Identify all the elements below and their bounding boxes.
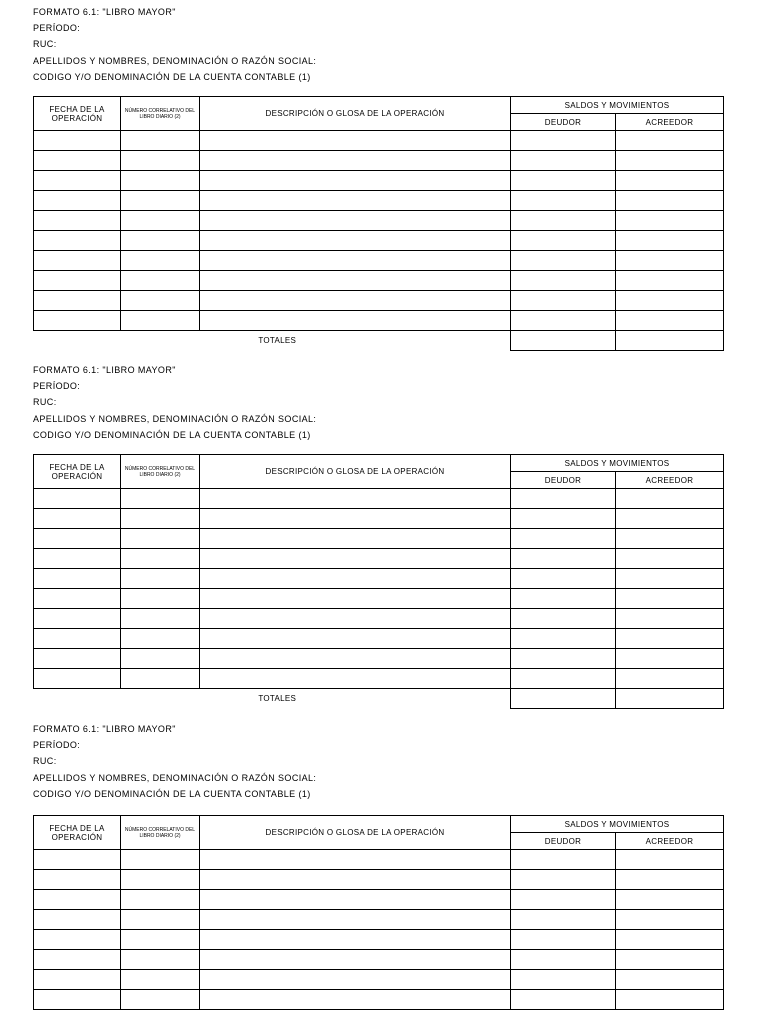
descripcion-cell[interactable] bbox=[200, 930, 511, 950]
numero-cell[interactable] bbox=[121, 910, 200, 930]
deudor-cell[interactable] bbox=[511, 950, 616, 970]
numero-cell[interactable] bbox=[121, 549, 200, 569]
descripcion-cell[interactable] bbox=[200, 890, 511, 910]
fecha-cell[interactable] bbox=[34, 629, 121, 649]
deudor-cell[interactable] bbox=[511, 870, 616, 890]
fecha-cell[interactable] bbox=[34, 271, 121, 291]
descripcion-cell[interactable] bbox=[200, 950, 511, 970]
numero-cell[interactable] bbox=[121, 271, 200, 291]
numero-cell[interactable] bbox=[121, 609, 200, 629]
acreedor-cell[interactable] bbox=[616, 629, 724, 649]
numero-cell[interactable] bbox=[121, 669, 200, 689]
format-title: FORMATO 6.1: "LIBRO MAYOR" bbox=[33, 7, 176, 17]
descripcion-cell[interactable] bbox=[200, 549, 511, 569]
fecha-cell[interactable] bbox=[34, 930, 121, 950]
table-row bbox=[34, 629, 724, 649]
name-label: APELLIDOS Y NOMBRES, DENOMINACIÓN O RAZÓN SOCIAL: bbox=[33, 55, 317, 66]
col-saldos-header: SALDOS Y MOVIMIENTOS bbox=[511, 455, 724, 472]
table-row bbox=[34, 489, 724, 509]
table-row bbox=[34, 211, 724, 231]
descripcion-cell[interactable] bbox=[200, 291, 511, 311]
table-row bbox=[34, 589, 724, 609]
acreedor-cell[interactable] bbox=[616, 850, 724, 870]
descripcion-cell[interactable] bbox=[200, 629, 511, 649]
fecha-cell[interactable] bbox=[34, 291, 121, 311]
fecha-cell[interactable] bbox=[34, 251, 121, 271]
acreedor-cell[interactable] bbox=[616, 669, 724, 689]
totals-label: TOTALES bbox=[258, 694, 297, 703]
table-row bbox=[34, 910, 724, 930]
numero-cell[interactable] bbox=[121, 589, 200, 609]
descripcion-cell[interactable] bbox=[200, 191, 511, 211]
numero-cell[interactable] bbox=[121, 251, 200, 271]
numero-cell[interactable] bbox=[121, 529, 200, 549]
numero-cell[interactable] bbox=[121, 569, 200, 589]
col-numero-header: NÚMERO CORRELATIVO DEL LIBRO DIARIO (2) bbox=[121, 97, 200, 131]
name-label: APELLIDOS Y NOMBRES, DENOMINACIÓN O RAZÓN SOCIAL: bbox=[33, 413, 317, 424]
numero-cell[interactable] bbox=[121, 850, 200, 870]
table-row bbox=[34, 151, 724, 171]
fecha-cell[interactable] bbox=[34, 131, 121, 151]
acreedor-cell[interactable] bbox=[616, 970, 724, 990]
fecha-cell[interactable] bbox=[34, 970, 121, 990]
col-numero-header: NÚMERO CORRELATIVO DEL LIBRO DIARIO (2) bbox=[121, 816, 200, 850]
numero-cell[interactable] bbox=[121, 870, 200, 890]
descripcion-cell[interactable] bbox=[200, 271, 511, 291]
col-deudor-header: DEUDOR bbox=[511, 114, 616, 131]
ruc-label: RUC: bbox=[33, 397, 57, 408]
fecha-cell[interactable] bbox=[34, 151, 121, 171]
numero-cell[interactable] bbox=[121, 970, 200, 990]
descripcion-cell[interactable] bbox=[200, 131, 511, 151]
table-row bbox=[34, 850, 724, 870]
table-row bbox=[34, 191, 724, 211]
descripcion-cell[interactable] bbox=[200, 171, 511, 191]
account-label: CODIGO Y/O DENOMINACIÓN DE LA CUENTA CONTABLE (1) bbox=[33, 71, 311, 82]
col-fecha-header: FECHA DE LA OPERACIÓN bbox=[34, 97, 121, 131]
descripcion-cell[interactable] bbox=[200, 211, 511, 231]
deudor-cell[interactable] bbox=[511, 970, 616, 990]
numero-cell[interactable] bbox=[121, 950, 200, 970]
ledger-table-1 bbox=[33, 96, 724, 351]
fecha-cell[interactable] bbox=[34, 910, 121, 930]
fecha-cell[interactable] bbox=[34, 549, 121, 569]
numero-cell[interactable] bbox=[121, 649, 200, 669]
section-header-3 bbox=[33, 721, 316, 802]
deudor-cell[interactable] bbox=[511, 569, 616, 589]
col-deudor-header: DEUDOR bbox=[511, 472, 616, 489]
deudor-cell[interactable] bbox=[511, 211, 616, 231]
total-deudor-cell[interactable] bbox=[511, 689, 616, 709]
acreedor-cell[interactable] bbox=[616, 509, 724, 529]
numero-cell[interactable] bbox=[121, 231, 200, 251]
table-row bbox=[34, 171, 724, 191]
acreedor-cell[interactable] bbox=[616, 609, 724, 629]
fecha-cell[interactable] bbox=[34, 990, 121, 1010]
descripcion-cell[interactable] bbox=[200, 509, 511, 529]
descripcion-cell[interactable] bbox=[200, 151, 511, 171]
ledger-table-2 bbox=[33, 454, 724, 709]
totals-row bbox=[34, 331, 724, 351]
account-label: CODIGO Y/O DENOMINACIÓN DE LA CUENTA CONTABLE (1) bbox=[33, 788, 311, 799]
deudor-cell[interactable] bbox=[511, 910, 616, 930]
fecha-cell[interactable] bbox=[34, 850, 121, 870]
numero-cell[interactable] bbox=[121, 131, 200, 151]
col-saldos-header: SALDOS Y MOVIMIENTOS bbox=[511, 816, 724, 833]
numero-cell[interactable] bbox=[121, 930, 200, 950]
table-row bbox=[34, 970, 724, 990]
col-saldos-header: SALDOS Y MOVIMIENTOS bbox=[511, 97, 724, 114]
deudor-cell[interactable] bbox=[511, 990, 616, 1010]
table-row bbox=[34, 669, 724, 689]
acreedor-cell[interactable] bbox=[616, 131, 724, 151]
numero-cell[interactable] bbox=[121, 191, 200, 211]
fecha-cell[interactable] bbox=[34, 589, 121, 609]
account-label: CODIGO Y/O DENOMINACIÓN DE LA CUENTA CONTABLE (1) bbox=[33, 429, 311, 440]
fecha-cell[interactable] bbox=[34, 870, 121, 890]
descripcion-cell[interactable] bbox=[200, 669, 511, 689]
deudor-cell[interactable] bbox=[511, 489, 616, 509]
fecha-cell[interactable] bbox=[34, 311, 121, 331]
deudor-cell[interactable] bbox=[511, 291, 616, 311]
ledger-table-3 bbox=[33, 815, 724, 1010]
fecha-cell[interactable] bbox=[34, 191, 121, 211]
deudor-cell[interactable] bbox=[511, 271, 616, 291]
ledger-body-1 bbox=[34, 131, 724, 331]
table-row bbox=[34, 890, 724, 910]
acreedor-cell[interactable] bbox=[616, 489, 724, 509]
total-acreedor-cell[interactable] bbox=[616, 689, 724, 709]
numero-cell[interactable] bbox=[121, 151, 200, 171]
fecha-cell[interactable] bbox=[34, 171, 121, 191]
totals-label: TOTALES bbox=[258, 336, 297, 345]
numero-cell[interactable] bbox=[121, 890, 200, 910]
numero-cell[interactable] bbox=[121, 489, 200, 509]
numero-cell[interactable] bbox=[121, 990, 200, 1010]
totals-row bbox=[34, 689, 724, 709]
col-acreedor-header: ACREEDOR bbox=[616, 833, 724, 850]
deudor-cell[interactable] bbox=[511, 131, 616, 151]
acreedor-cell[interactable] bbox=[616, 549, 724, 569]
deudor-cell[interactable] bbox=[511, 311, 616, 331]
fecha-cell[interactable] bbox=[34, 609, 121, 629]
fecha-cell[interactable] bbox=[34, 569, 121, 589]
fecha-cell[interactable] bbox=[34, 509, 121, 529]
total-acreedor-cell[interactable] bbox=[616, 331, 724, 351]
deudor-cell[interactable] bbox=[511, 850, 616, 870]
descripcion-cell[interactable] bbox=[200, 311, 511, 331]
acreedor-cell[interactable] bbox=[616, 529, 724, 549]
acreedor-cell[interactable] bbox=[616, 569, 724, 589]
table-row bbox=[34, 930, 724, 950]
descripcion-cell[interactable] bbox=[200, 970, 511, 990]
col-descripcion-header: DESCRIPCIÓN O GLOSA DE LA OPERACIÓN bbox=[200, 97, 511, 131]
descripcion-cell[interactable] bbox=[200, 529, 511, 549]
deudor-cell[interactable] bbox=[511, 171, 616, 191]
descripcion-cell[interactable] bbox=[200, 609, 511, 629]
numero-cell[interactable] bbox=[121, 629, 200, 649]
total-deudor-cell[interactable] bbox=[511, 331, 616, 351]
descripcion-cell[interactable] bbox=[200, 251, 511, 271]
numero-cell[interactable] bbox=[121, 291, 200, 311]
deudor-cell[interactable] bbox=[511, 529, 616, 549]
ruc-label: RUC: bbox=[33, 756, 57, 767]
acreedor-cell[interactable] bbox=[616, 251, 724, 271]
section-header-2 bbox=[33, 362, 316, 443]
deudor-cell[interactable] bbox=[511, 509, 616, 529]
ledger-body-3 bbox=[34, 850, 724, 1010]
descripcion-cell[interactable] bbox=[200, 231, 511, 251]
acreedor-cell[interactable] bbox=[616, 271, 724, 291]
table-row bbox=[34, 509, 724, 529]
acreedor-cell[interactable] bbox=[616, 311, 724, 331]
acreedor-cell[interactable] bbox=[616, 870, 724, 890]
deudor-cell[interactable] bbox=[511, 151, 616, 171]
fecha-cell[interactable] bbox=[34, 529, 121, 549]
fecha-cell[interactable] bbox=[34, 231, 121, 251]
descripcion-cell[interactable] bbox=[200, 910, 511, 930]
table-row bbox=[34, 231, 724, 251]
col-fecha-header: FECHA DE LA OPERACIÓN bbox=[34, 816, 121, 850]
descripcion-cell[interactable] bbox=[200, 649, 511, 669]
descripcion-cell[interactable] bbox=[200, 850, 511, 870]
deudor-cell[interactable] bbox=[511, 251, 616, 271]
numero-cell[interactable] bbox=[121, 311, 200, 331]
numero-cell[interactable] bbox=[121, 171, 200, 191]
fecha-cell[interactable] bbox=[34, 669, 121, 689]
deudor-cell[interactable] bbox=[511, 231, 616, 251]
table-row bbox=[34, 950, 724, 970]
section-header-1 bbox=[33, 4, 316, 85]
acreedor-cell[interactable] bbox=[616, 589, 724, 609]
table-row bbox=[34, 271, 724, 291]
fecha-cell[interactable] bbox=[34, 890, 121, 910]
col-descripcion-header: DESCRIPCIÓN O GLOSA DE LA OPERACIÓN bbox=[200, 816, 511, 850]
fecha-cell[interactable] bbox=[34, 489, 121, 509]
table-row bbox=[34, 569, 724, 589]
descripcion-cell[interactable] bbox=[200, 870, 511, 890]
table-row bbox=[34, 870, 724, 890]
acreedor-cell[interactable] bbox=[616, 649, 724, 669]
acreedor-cell[interactable] bbox=[616, 910, 724, 930]
table-row bbox=[34, 609, 724, 629]
ledger-body-2 bbox=[34, 489, 724, 689]
table-row bbox=[34, 990, 724, 1010]
col-acreedor-header: ACREEDOR bbox=[616, 472, 724, 489]
descripcion-cell[interactable] bbox=[200, 589, 511, 609]
table-row bbox=[34, 529, 724, 549]
format-title: FORMATO 6.1: "LIBRO MAYOR" bbox=[33, 365, 176, 375]
descripcion-cell[interactable] bbox=[200, 990, 511, 1010]
numero-cell[interactable] bbox=[121, 509, 200, 529]
deudor-cell[interactable] bbox=[511, 930, 616, 950]
descripcion-cell[interactable] bbox=[200, 489, 511, 509]
acreedor-cell[interactable] bbox=[616, 950, 724, 970]
table-row bbox=[34, 131, 724, 151]
acreedor-cell[interactable] bbox=[616, 890, 724, 910]
deudor-cell[interactable] bbox=[511, 589, 616, 609]
acreedor-cell[interactable] bbox=[616, 151, 724, 171]
period-label: PERÍODO: bbox=[33, 740, 81, 751]
fecha-cell[interactable] bbox=[34, 211, 121, 231]
format-title: FORMATO 6.1: "LIBRO MAYOR" bbox=[33, 724, 176, 734]
deudor-cell[interactable] bbox=[511, 890, 616, 910]
acreedor-cell[interactable] bbox=[616, 291, 724, 311]
acreedor-cell[interactable] bbox=[616, 171, 724, 191]
deudor-cell[interactable] bbox=[511, 609, 616, 629]
col-acreedor-header: ACREEDOR bbox=[616, 114, 724, 131]
numero-cell[interactable] bbox=[121, 211, 200, 231]
name-label: APELLIDOS Y NOMBRES, DENOMINACIÓN O RAZÓN SOCIAL: bbox=[33, 772, 317, 783]
col-fecha-header: FECHA DE LA OPERACIÓN bbox=[34, 455, 121, 489]
deudor-cell[interactable] bbox=[511, 629, 616, 649]
acreedor-cell[interactable] bbox=[616, 191, 724, 211]
period-label: PERÍODO: bbox=[33, 381, 81, 392]
fecha-cell[interactable] bbox=[34, 950, 121, 970]
deudor-cell[interactable] bbox=[511, 549, 616, 569]
ruc-label: RUC: bbox=[33, 39, 57, 50]
col-descripcion-header: DESCRIPCIÓN O GLOSA DE LA OPERACIÓN bbox=[200, 455, 511, 489]
deudor-cell[interactable] bbox=[511, 191, 616, 211]
descripcion-cell[interactable] bbox=[200, 569, 511, 589]
col-numero-header: NÚMERO CORRELATIVO DEL LIBRO DIARIO (2) bbox=[121, 455, 200, 489]
table-row bbox=[34, 251, 724, 271]
period-label: PERÍODO: bbox=[33, 23, 81, 34]
fecha-cell[interactable] bbox=[34, 649, 121, 669]
acreedor-cell[interactable] bbox=[616, 211, 724, 231]
deudor-cell[interactable] bbox=[511, 649, 616, 669]
table-row bbox=[34, 649, 724, 669]
table-row bbox=[34, 291, 724, 311]
acreedor-cell[interactable] bbox=[616, 990, 724, 1010]
acreedor-cell[interactable] bbox=[616, 231, 724, 251]
deudor-cell[interactable] bbox=[511, 669, 616, 689]
table-row bbox=[34, 549, 724, 569]
acreedor-cell[interactable] bbox=[616, 930, 724, 950]
table-row bbox=[34, 311, 724, 331]
col-deudor-header: DEUDOR bbox=[511, 833, 616, 850]
